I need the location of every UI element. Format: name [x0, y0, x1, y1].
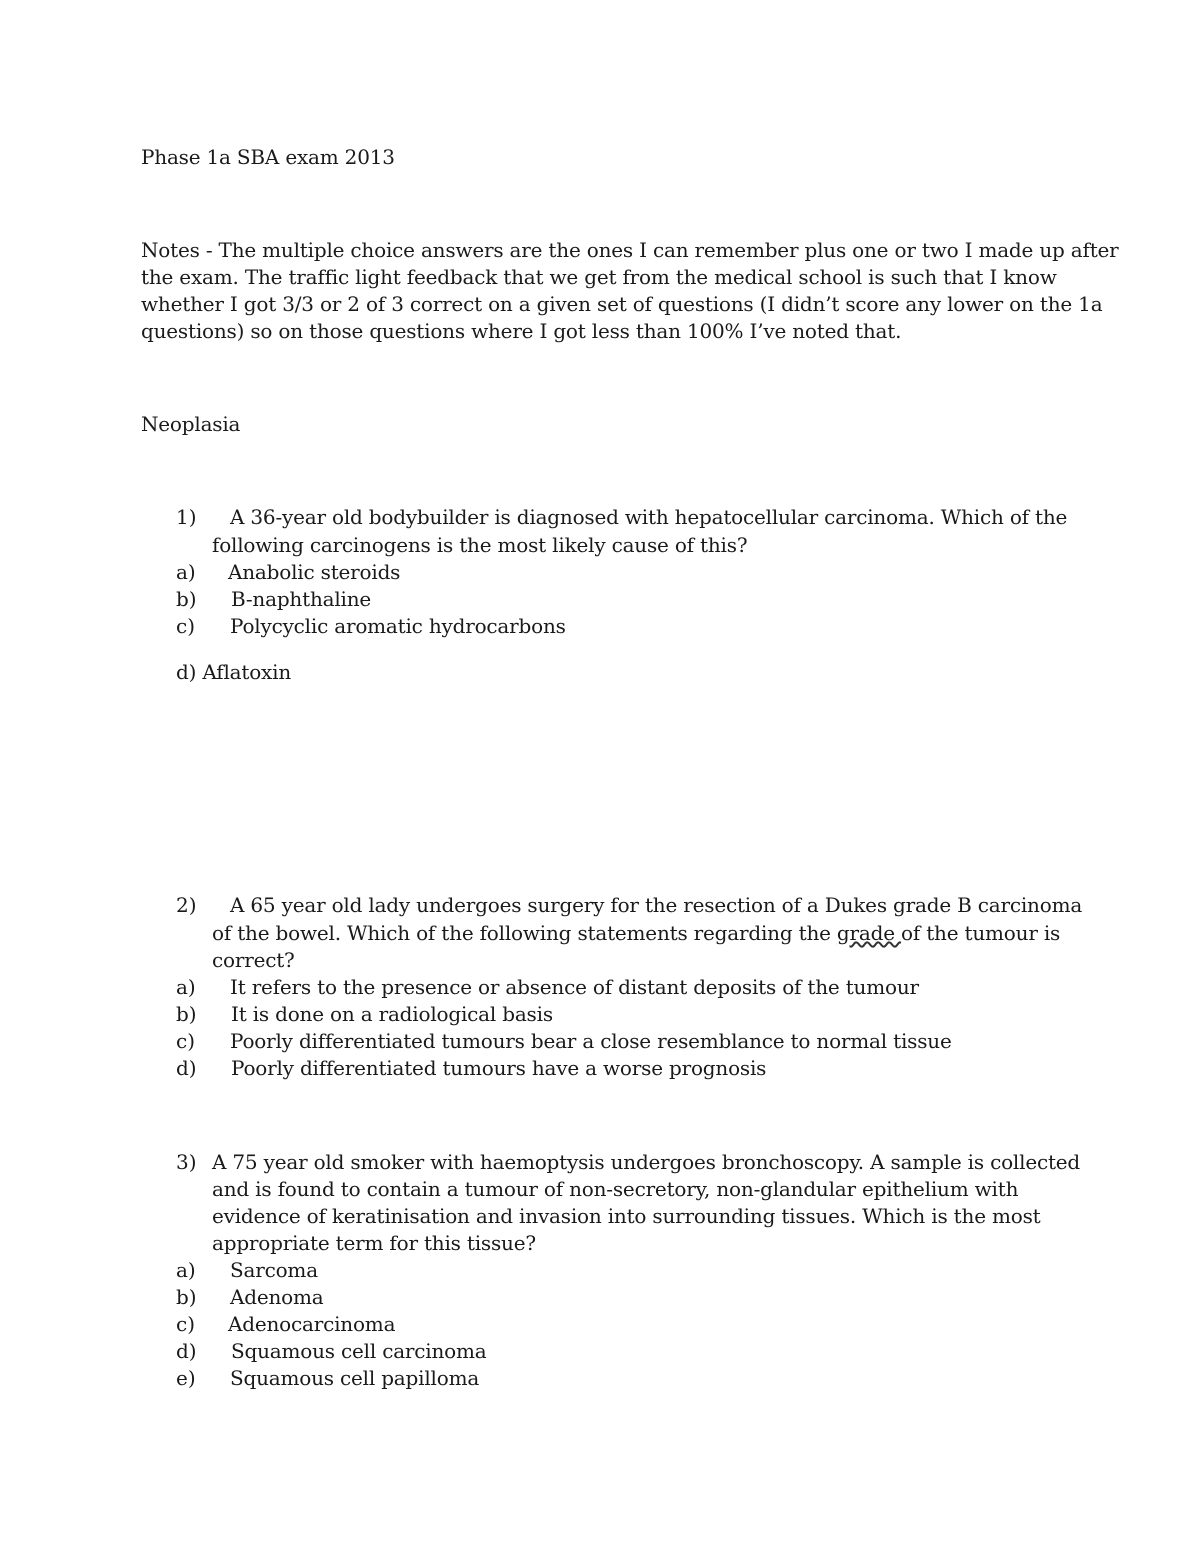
question-stem: correct?: [212, 948, 295, 972]
question-stem: and is found to contain a tumour of non-secretory, non-glandular epithelium with: [212, 1177, 1019, 1201]
option-extra: d) Aflatoxin: [176, 660, 292, 684]
option-text: Adenoma: [230, 1285, 324, 1309]
option-text: Sarcoma: [230, 1258, 318, 1282]
notes-line: whether I got 3/3 or 2 of 3 correct on a given set of questions (I didn’t score any lower on the 1a: [141, 292, 1103, 316]
question-number: 2): [176, 893, 197, 917]
question-number: 3): [176, 1150, 197, 1174]
option-text: B-naphthaline: [231, 587, 372, 611]
option-label: d): [176, 1056, 197, 1080]
underlined-word: grade: [836, 921, 902, 945]
option-text: Anabolic steroids: [228, 560, 401, 584]
option-label: e): [176, 1366, 196, 1390]
question-stem: appropriate term for this tissue?: [212, 1231, 536, 1255]
option-text: Poorly differentiated tumours have a worse prognosis: [231, 1056, 767, 1080]
question-stem: A 65 year old lady undergoes surgery for the resection of a Dukes grade B carcinoma: [230, 893, 1083, 917]
option-label: c): [176, 1029, 196, 1053]
question-stem: A 36-year old bodybuilder is diagnosed with hepatocellular carcinoma. Which of the: [230, 505, 1068, 529]
option-text: Squamous cell carcinoma: [231, 1339, 487, 1363]
option-text: Poorly differentiated tumours bear a close resemblance to normal tissue: [230, 1029, 952, 1053]
option-label: b): [176, 587, 197, 611]
option-label: c): [176, 614, 196, 638]
question-stem: following carcinogens is the most likely cause of this?: [212, 533, 748, 557]
option-text: It is done on a radiological basis: [231, 1002, 553, 1026]
option-label: b): [176, 1285, 197, 1309]
option-label: a): [176, 975, 196, 999]
option-label: c): [176, 1312, 196, 1336]
notes-line: Notes - The multiple choice answers are the ones I can remember plus one or two I made up after: [141, 238, 1119, 262]
notes-line: questions) so on those questions where I got less than 100% I’ve noted that.: [141, 319, 902, 343]
option-label: a): [176, 1258, 196, 1282]
option-text: Squamous cell papilloma: [230, 1366, 480, 1390]
option-text: It refers to the presence or absence of distant deposits of the tumour: [230, 975, 919, 999]
notes-line: the exam. The traffic light feedback that we get from the medical school is such that I know: [141, 265, 1057, 289]
question-number: 1): [176, 505, 197, 529]
question-stem: evidence of keratinisation and invasion into surrounding tissues. Which is the most: [212, 1204, 1041, 1228]
option-label: a): [176, 560, 196, 584]
document-title: Phase 1a SBA exam 2013: [141, 145, 395, 169]
question-stem: of the bowel. Which of the following statements regarding the grade of the tumour is: [212, 921, 1061, 945]
option-text: Adenocarcinoma: [228, 1312, 396, 1336]
option-text: Polycyclic aromatic hydrocarbons: [230, 614, 566, 638]
section-heading: Neoplasia: [141, 412, 241, 436]
question-stem: A 75 year old smoker with haemoptysis undergoes bronchoscopy. A sample is collected: [212, 1150, 1081, 1174]
option-label: b): [176, 1002, 197, 1026]
option-label: d): [176, 1339, 197, 1363]
